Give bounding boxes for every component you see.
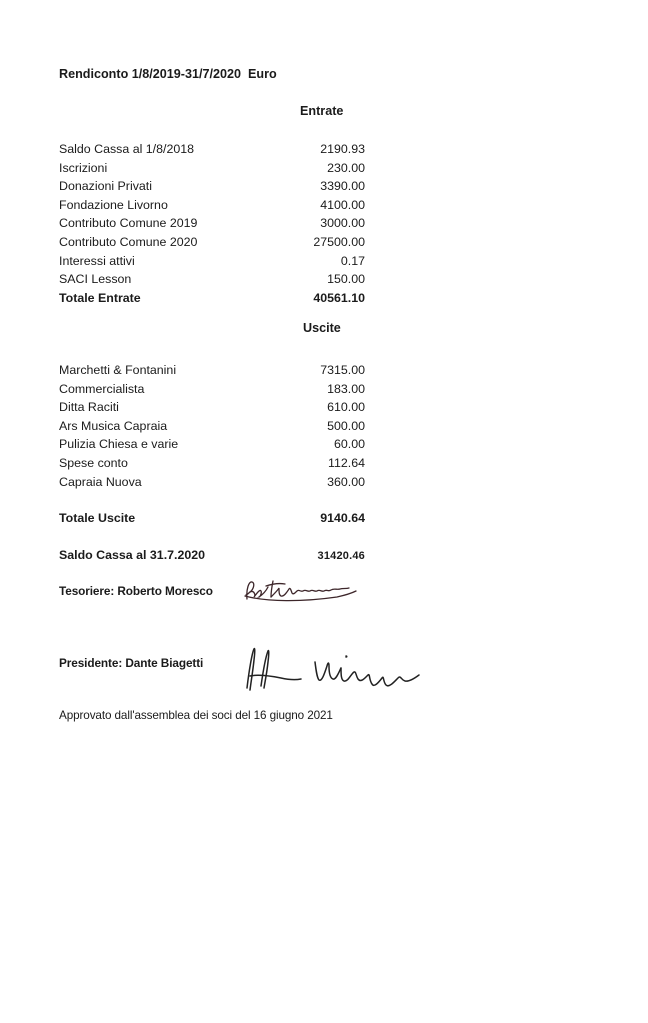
table-row bbox=[59, 398, 365, 417]
table-row bbox=[59, 233, 365, 252]
row-value: 150.00 bbox=[327, 272, 365, 287]
uscite-section-header: Uscite bbox=[303, 321, 341, 335]
uscite-rows bbox=[59, 361, 365, 491]
row-label: Ars Musica Capraia bbox=[59, 418, 168, 433]
uscite-total-row bbox=[59, 509, 365, 528]
row-value: 3000.00 bbox=[320, 216, 365, 231]
tesoriere-signature bbox=[242, 574, 362, 610]
saldo-finale-row bbox=[59, 546, 365, 566]
table-row bbox=[59, 380, 365, 399]
row-label: Contributo Comune 2020 bbox=[59, 234, 198, 249]
row-value: 112.64 bbox=[328, 455, 365, 470]
table-row bbox=[59, 454, 365, 473]
row-value: 360.00 bbox=[327, 474, 365, 489]
presidente-signature bbox=[237, 643, 425, 697]
row-label: Marchetti & Fontanini bbox=[59, 363, 177, 377]
total-label: Totale Entrate bbox=[59, 290, 141, 305]
row-value: 500.00 bbox=[327, 418, 365, 433]
row-label: Pulizia Chiesa e varie bbox=[59, 437, 179, 452]
total-label: Totale Uscite bbox=[59, 511, 136, 525]
row-label: Interessi attivi bbox=[59, 253, 135, 268]
table-row bbox=[59, 196, 365, 215]
row-value: 610.00 bbox=[327, 400, 365, 415]
table-row bbox=[59, 159, 365, 178]
row-label: Iscrizioni bbox=[59, 160, 108, 175]
table-row bbox=[59, 214, 365, 233]
row-value: 183.00 bbox=[327, 381, 365, 396]
row-label: Spese conto bbox=[59, 455, 128, 470]
entrate-total-row bbox=[59, 289, 365, 308]
row-label: Donazioni Privati bbox=[59, 179, 152, 194]
table-row bbox=[59, 177, 365, 196]
row-value: 2190.93 bbox=[320, 142, 365, 156]
table-row bbox=[59, 435, 365, 454]
tesoriere-role-label: Tesoriere: Roberto Moresco bbox=[59, 584, 213, 598]
table-row bbox=[59, 140, 365, 159]
row-label: SACI Lesson bbox=[59, 272, 132, 287]
page-title: Rendiconto 1/8/2019-31/7/2020 Euro bbox=[59, 67, 277, 81]
table-row bbox=[59, 252, 365, 271]
total-value: 40561.10 bbox=[313, 290, 365, 305]
saldo-finale-value: 31420.46 bbox=[317, 550, 365, 562]
row-value: 27500.00 bbox=[313, 234, 365, 249]
row-label: Saldo Cassa al 1/8/2018 bbox=[59, 142, 195, 156]
table-row bbox=[59, 417, 365, 436]
approval-note: Approvato dall'assemblea dei soci del 16 giugno 2021 bbox=[59, 709, 333, 722]
row-value: 230.00 bbox=[327, 160, 365, 175]
table-row bbox=[59, 270, 365, 289]
row-value: 60.00 bbox=[333, 437, 365, 452]
row-label: Ditta Raciti bbox=[59, 400, 119, 415]
saldo-finale-label: Saldo Cassa al 31.7.2020 bbox=[59, 548, 206, 562]
entrate-section-header: Entrate bbox=[300, 104, 344, 118]
row-label: Fondazione Livorno bbox=[59, 197, 168, 212]
row-value: 4100.00 bbox=[320, 197, 365, 212]
presidente-role-label: Presidente: Dante Biagetti bbox=[59, 656, 204, 670]
row-value: 7315.00 bbox=[320, 363, 365, 377]
table-row bbox=[59, 473, 365, 492]
entrate-rows bbox=[59, 140, 365, 307]
table-row bbox=[59, 361, 365, 380]
total-value: 9140.64 bbox=[320, 511, 365, 525]
row-value: 0.17 bbox=[340, 253, 365, 268]
row-label: Capraia Nuova bbox=[59, 474, 142, 489]
row-label: Commercialista bbox=[59, 381, 145, 396]
row-value: 3390.00 bbox=[320, 179, 365, 194]
row-label: Contributo Comune 2019 bbox=[59, 216, 198, 231]
